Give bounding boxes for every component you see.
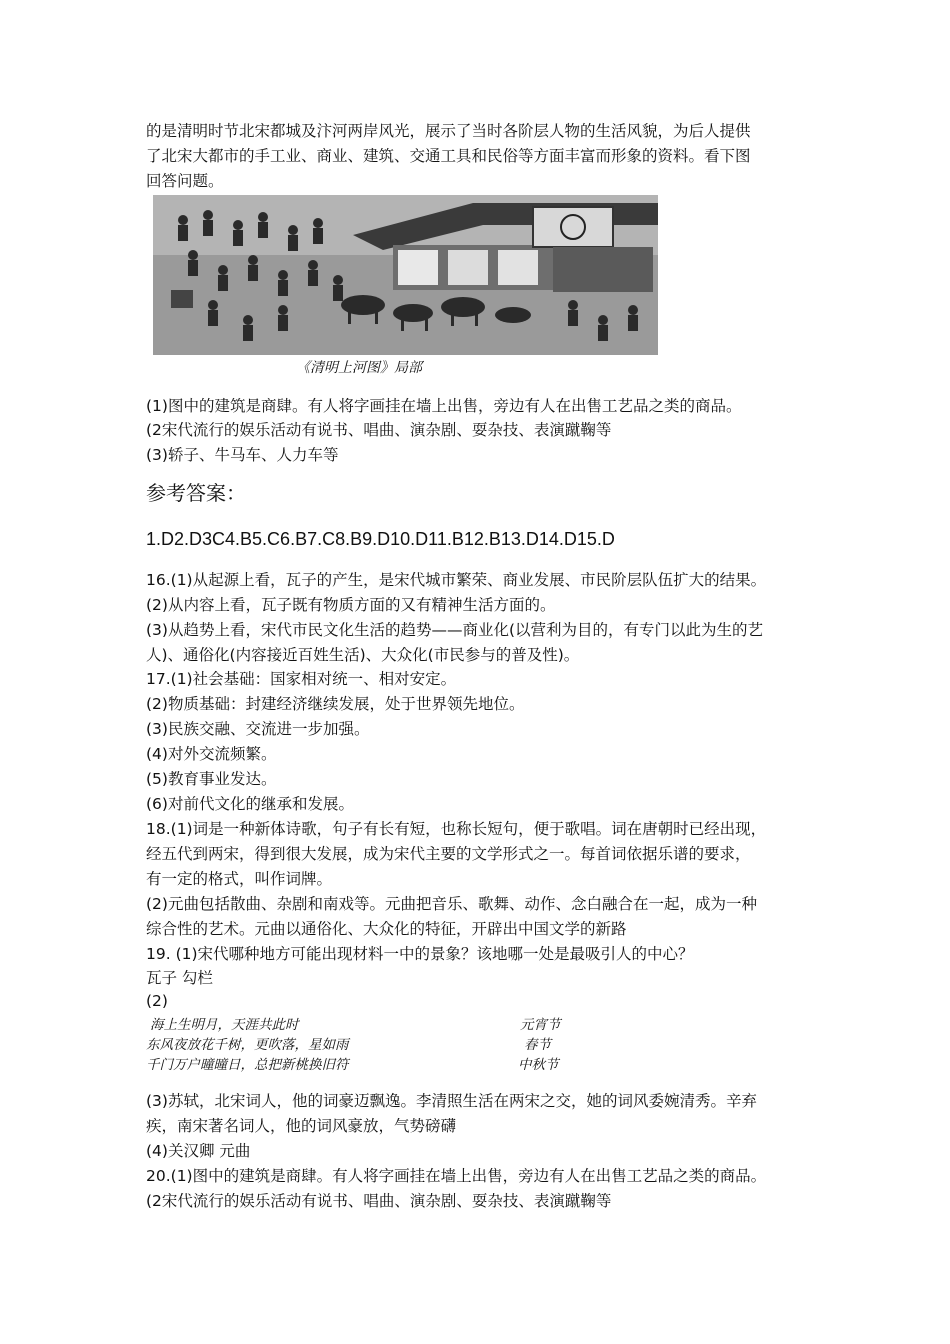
answer-line: 疾，南宋著名词人，他的词风豪放，气势磅礴 <box>146 1117 457 1135</box>
mc-answers: 1.D2.D3C4.B5.C6.B7.C8.B9.D10.D11.B12.B13.D14.D15.D <box>146 529 615 549</box>
answer-line: (2) <box>146 992 168 1010</box>
answer-line: 20.(1)图中的建筑是商肆。有人将字画挂在墙上出售，旁边有人在出售工艺品之类的商品。 <box>146 1167 767 1185</box>
answer-line: (3)苏轼，北宋词人，他的词豪迈飘逸。李清照生活在两宋之交，她的词风委婉清秀。辛弃 <box>146 1092 757 1110</box>
festival-2: 春节 <box>524 1037 551 1053</box>
painting-illustration <box>153 195 658 355</box>
answer-line: (3)从趋势上看，宋代市民文化生活的趋势——商业化(以营利为目的，有专门以此为生的艺 <box>146 621 764 639</box>
answer-line: 综合性的艺术。元曲以通俗化、大众化的特征，开辟出中国文学的新路 <box>146 920 627 938</box>
answer-line: 16.(1)从起源上看，瓦子的产生，是宋代城市繁荣、商业发展、市民阶层队伍扩大的结果。 <box>146 571 767 589</box>
intro-line-1: 的是清明时节北宋都城及汴河两岸风光，展示了当时各阶层人物的生活风貌，为后人提供 <box>146 122 751 140</box>
answer-line: 经五代到两宋，得到很大发展，成为宋代主要的文学形式之一。每首词依据乐谱的要求， <box>146 845 751 863</box>
answer-line: 18.(1)词是一种新体诗歌，句子有长有短，也称长短句，便于歌唱。词在唐朝时已经出现， <box>146 820 767 838</box>
q-answer-3: (3)轿子、牛马车、人力车等 <box>146 446 339 464</box>
answer-line: (4)对外交流频繁。 <box>146 745 277 763</box>
intro-line-3: 回答问题。 <box>146 172 224 190</box>
answer-line: (2)元曲包括散曲、杂剧和南戏等。元曲把音乐、歌舞、动作、念白融合在一起，成为一种 <box>146 895 757 913</box>
answer-line: (2)物质基础：封建经济继续发展，处于世界领先地位。 <box>146 695 525 713</box>
answer-line: 17.(1)社会基础：国家相对统一、相对安定。 <box>146 670 457 688</box>
qingming-painting-image <box>153 195 658 355</box>
answer-line: (5)教育事业发达。 <box>146 770 277 788</box>
q-answer-1: (1)图中的建筑是商肆。有人将字画挂在墙上出售，旁边有人在出售工艺品之类的商品。 <box>146 397 742 415</box>
answer-line: 有一定的格式，叫作词牌。 <box>146 870 333 888</box>
poem-line-1: 海上生明月，天涯共此时 <box>150 1017 299 1033</box>
poem-line-2: 东风夜放花千树，更吹落，星如雨 <box>146 1037 349 1053</box>
answer-line: (4)关汉卿 元曲 <box>146 1142 251 1160</box>
answer-line: 瓦子 勾栏 <box>146 969 213 987</box>
q-answer-2: (2宋代流行的娱乐活动有说书、唱曲、演杂剧、耍杂技、表演蹴鞠等 <box>146 421 612 439</box>
answer-line: 19. (1)宋代哪种地方可能出现材料一中的景象？该地哪一处是最吸引人的中心？ <box>146 945 694 963</box>
festival-1: 元宵节 <box>520 1017 561 1033</box>
answer-line: (2宋代流行的娱乐活动有说书、唱曲、演杂剧、耍杂技、表演蹴鞠等 <box>146 1192 612 1210</box>
answer-line: 人)、通俗化(内容接近百姓生活)、大众化(市民参与的普及性)。 <box>146 646 580 664</box>
festival-3: 中秋节 <box>518 1057 559 1073</box>
figure-caption: 《清明上河图》局部 <box>296 360 422 376</box>
answer-line: (3)民族交融、交流进一步加强。 <box>146 720 370 738</box>
answer-line: (6)对前代文化的继承和发展。 <box>146 795 354 813</box>
poem-line-3: 千门万户曈曈日，总把新桃换旧符 <box>146 1057 349 1073</box>
intro-line-2: 了北宋大都市的手工业、商业、建筑、交通工具和民俗等方面丰富而形象的资料。看下图 <box>146 147 751 165</box>
ref-answers-heading: 参考答案： <box>146 481 246 505</box>
answer-line: (2)从内容上看，瓦子既有物质方面的又有精神生活方面的。 <box>146 596 556 614</box>
